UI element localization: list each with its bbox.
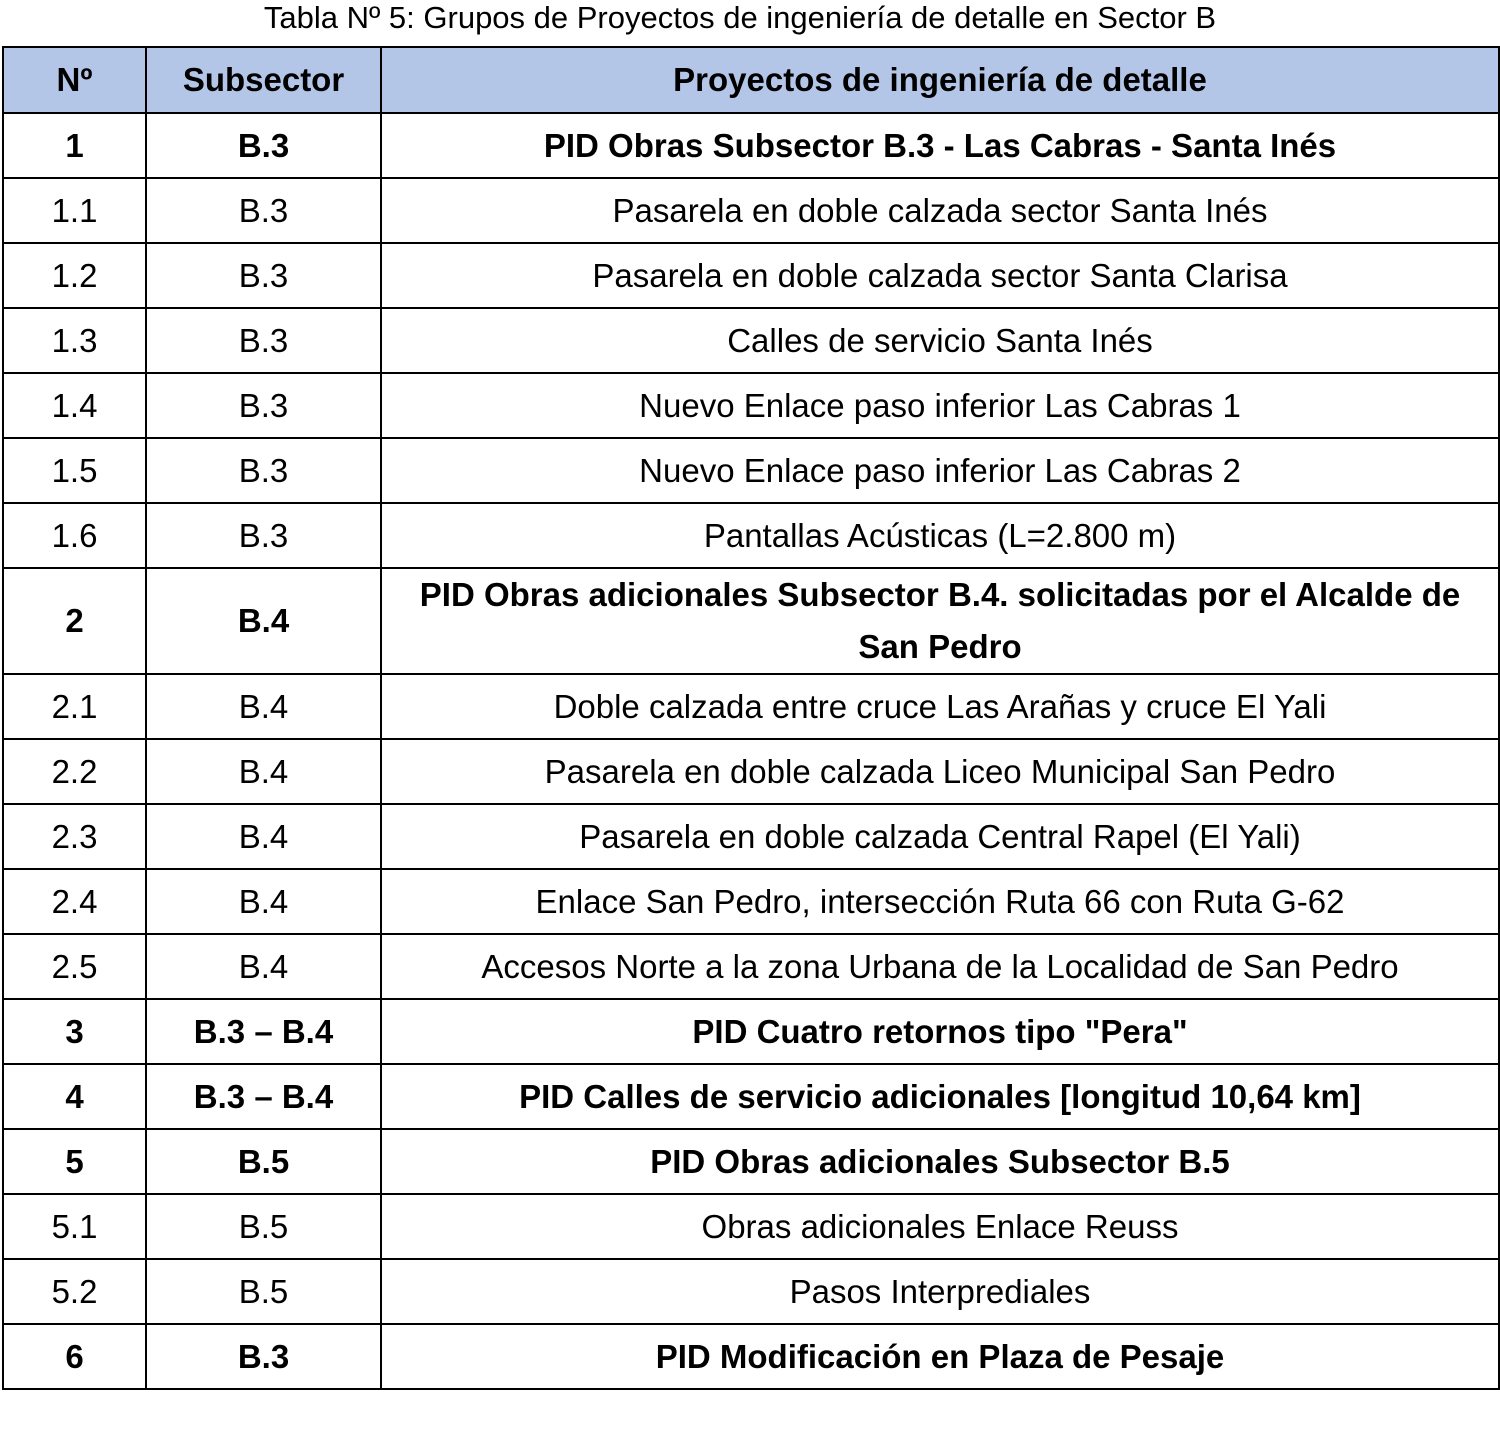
cell-project: PID Obras Subsector B.3 - Las Cabras - Santa Inés [381,113,1499,178]
table-row [3,1129,1499,1194]
cell-project: Pasarela en doble calzada Central Rapel (El Yali) [381,804,1499,869]
cell-subsector: B.3 [146,113,381,178]
cell-no: 2.5 [3,934,146,999]
table-row [3,308,1499,373]
cell-no: 2.2 [3,739,146,804]
cell-project: Obras adicionales Enlace Reuss [381,1194,1499,1259]
cell-no: 1.2 [3,243,146,308]
header-project: Proyectos de ingeniería de detalle [381,47,1499,113]
cell-no: 2.3 [3,804,146,869]
cell-subsector: B.5 [146,1194,381,1259]
table-row [3,1064,1499,1129]
cell-no: 2 [3,568,146,674]
cell-no: 2.4 [3,869,146,934]
cell-subsector: B.4 [146,804,381,869]
table-row [3,739,1499,804]
cell-project: Enlace San Pedro, intersección Ruta 66 con Ruta G-62 [381,869,1499,934]
table-row [3,934,1499,999]
cell-no: 5.1 [3,1194,146,1259]
cell-subsector: B.4 [146,568,381,674]
cell-project: Pasos Interprediales [381,1259,1499,1324]
table-row [3,1324,1499,1389]
cell-no: 6 [3,1324,146,1389]
table-row [3,674,1499,739]
cell-subsector: B.4 [146,869,381,934]
cell-project: PID Cuatro retornos tipo "Pera" [381,999,1499,1064]
cell-subsector: B.3 [146,243,381,308]
table-row [3,999,1499,1064]
table-header-row [3,47,1499,113]
cell-subsector: B.5 [146,1129,381,1194]
cell-subsector: B.4 [146,674,381,739]
cell-project: PID Obras adicionales Subsector B.4. solicitadas por el Alcalde de San Pedro [381,568,1499,674]
cell-project: Nuevo Enlace paso inferior Las Cabras 2 [381,438,1499,503]
table-row [3,373,1499,438]
cell-project: Pasarela en doble calzada Liceo Municipal San Pedro [381,739,1499,804]
cell-subsector: B.3 [146,178,381,243]
cell-no: 1.6 [3,503,146,568]
header-no: Nº [3,47,146,113]
cell-subsector: B.3 [146,1324,381,1389]
cell-subsector: B.3 [146,308,381,373]
cell-no: 4 [3,1064,146,1129]
cell-no: 1 [3,113,146,178]
cell-subsector: B.4 [146,739,381,804]
cell-no: 1.4 [3,373,146,438]
cell-no: 5.2 [3,1259,146,1324]
table-caption: Tabla Nº 5: Grupos de Proyectos de ingeniería de detalle en Sector B [263,0,1217,35]
table-row [3,568,1499,674]
cell-no: 1.5 [3,438,146,503]
table-row [3,178,1499,243]
cell-no: 3 [3,999,146,1064]
cell-project: Pasarela en doble calzada sector Santa Inés [381,178,1499,243]
table-row [3,1259,1499,1324]
cell-subsector: B.4 [146,934,381,999]
table-row [3,503,1499,568]
table-row [3,243,1499,308]
cell-project: PID Modificación en Plaza de Pesaje [381,1324,1499,1389]
cell-subsector: B.3 [146,503,381,568]
cell-project: Doble calzada entre cruce Las Arañas y cruce El Yali [381,674,1499,739]
cell-subsector: B.3 [146,438,381,503]
cell-subsector: B.3 – B.4 [146,999,381,1064]
cell-project: Calles de servicio Santa Inés [381,308,1499,373]
cell-project: PID Obras adicionales Subsector B.5 [381,1129,1499,1194]
cell-project: Pasarela en doble calzada sector Santa Clarisa [381,243,1499,308]
table-row [3,1194,1499,1259]
cell-project: PID Calles de servicio adicionales [longitud 10,64 km] [381,1064,1499,1129]
header-subsector: Subsector [146,47,381,113]
cell-no: 1.3 [3,308,146,373]
table-row [3,438,1499,503]
cell-subsector: B.3 – B.4 [146,1064,381,1129]
projects-table [2,46,1500,1390]
cell-project: Accesos Norte a la zona Urbana de la Localidad de San Pedro [381,934,1499,999]
cell-no: 5 [3,1129,146,1194]
cell-subsector: B.5 [146,1259,381,1324]
cell-no: 2.1 [3,674,146,739]
table-row [3,113,1499,178]
cell-subsector: B.3 [146,373,381,438]
cell-project: Nuevo Enlace paso inferior Las Cabras 1 [381,373,1499,438]
cell-no: 1.1 [3,178,146,243]
cell-project: Pantallas Acústicas (L=2.800 m) [381,503,1499,568]
table-row [3,869,1499,934]
table-row [3,804,1499,869]
